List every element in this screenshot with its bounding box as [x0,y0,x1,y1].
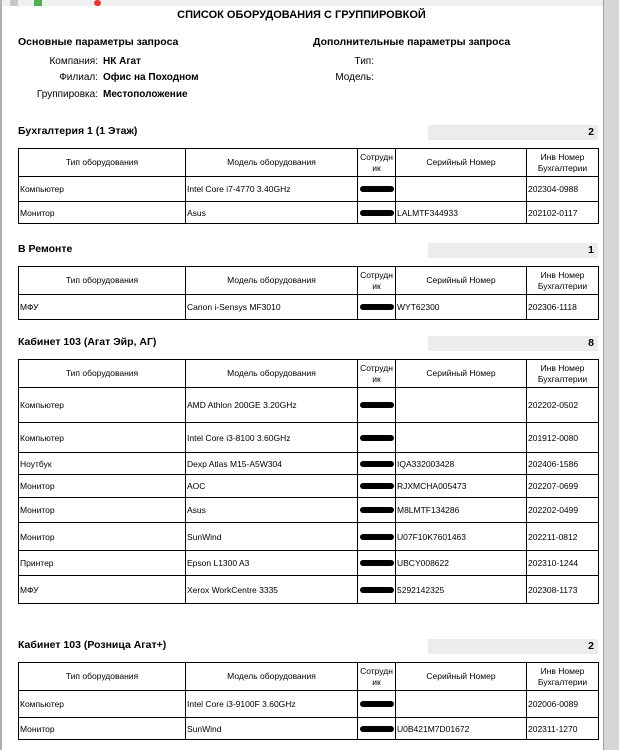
cell-type: Компьютер [19,691,186,718]
employee-cell-redacted [358,691,396,718]
redaction-mark [360,402,394,408]
cell-type: Принтер [19,551,186,576]
col-header-serial: Серийный Номер [396,663,527,691]
cell-model: Asus [186,498,358,523]
cell-serial [396,177,527,202]
col-header-serial: Серийный Номер [396,360,527,388]
employee-cell-redacted [358,177,396,202]
page-right-edge [603,0,604,750]
cell-inv: 202306-1118 [527,295,599,320]
col-header-type: Тип оборудования [19,360,186,388]
redaction-mark [360,435,394,441]
cell-type: Компьютер [19,423,186,453]
model-filter-label: Модель: [335,72,374,83]
col-header-model: Модель оборудования [186,267,358,295]
equipment-table [18,662,599,740]
redaction-mark [360,560,394,566]
cell-serial: LALMTF344933 [396,202,527,224]
cell-type: Монитор [19,498,186,523]
equipment-group [18,125,598,218]
cell-type: Ноутбук [19,453,186,475]
cell-type: Компьютер [19,388,186,423]
col-header-employee: Сотрудник [358,149,396,177]
scrollbar-track[interactable] [603,0,619,750]
redaction-mark [360,304,394,310]
table-row[interactable] [19,523,599,551]
branch-label: Филиал: [59,72,98,83]
extra-params-heading: Дополнительные параметры запроса [313,36,511,48]
employee-cell-redacted [358,475,396,498]
equipment-table [18,266,599,320]
cell-model: Intel Core i7-4770 3.40GHz [186,177,358,202]
employee-cell-redacted [358,202,396,224]
col-header-inv: Инв Номер Бухгалтерии [527,360,599,388]
cell-model: Intel Core i3-9100F 3.60GHz [186,691,358,718]
table-row[interactable] [19,691,599,718]
grouping-label: Группировка: [36,89,98,100]
cell-inv: 202202-0499 [527,498,599,523]
company-label: Компания: [49,56,98,67]
group-name: Кабинет 103 (Розница Агат+) [18,639,167,651]
table-row[interactable] [19,576,599,604]
cell-model: Canon i-Sensys MF3010 [186,295,358,320]
col-header-inv: Инв Номер Бухгалтерии [527,149,599,177]
cell-inv: 202207-0699 [527,475,599,498]
company-value: НК Агат [103,56,141,67]
group-header [18,125,598,139]
equipment-group [18,639,598,734]
cell-serial [396,691,527,718]
cell-model: AOC [186,475,358,498]
group-count: 2 [428,639,598,654]
table-row[interactable] [19,177,599,202]
col-header-inv: Инв Номер Бухгалтерии [527,663,599,691]
report-title: СПИСОК ОБОРУДОВАНИЯ С ГРУППИРОВКОЙ [177,9,426,21]
cell-inv: 202102-0117 [527,202,599,224]
col-header-serial: Серийный Номер [396,267,527,295]
col-header-model: Модель оборудования [186,149,358,177]
employee-cell-redacted [358,388,396,423]
col-header-inv: Инв Номер Бухгалтерии [527,267,599,295]
redaction-mark [360,461,394,467]
group-name: В Ремонте [18,243,73,255]
employee-cell-redacted [358,423,396,453]
equipment-table [18,359,599,604]
cell-type: Монитор [19,475,186,498]
cell-model: AMD Athlon 200GE 3.20GHz [186,388,358,423]
col-header-model: Модель оборудования [186,663,358,691]
redaction-mark [360,701,394,707]
cell-type: МФУ [19,576,186,604]
cell-model: Intel Core i3-8100 3.60GHz [186,423,358,453]
redaction-mark [360,507,394,513]
col-header-employee: Сотрудник [358,360,396,388]
cell-inv: 202006-0089 [527,691,599,718]
col-header-serial: Серийный Номер [396,149,527,177]
cell-serial: 5292142325 [396,576,527,604]
cell-inv: 202406-1586 [527,453,599,475]
cell-model: Epson L1300 A3 [186,551,358,576]
employee-cell-redacted [358,523,396,551]
redaction-mark [360,587,394,593]
employee-cell-redacted [358,718,396,740]
cell-inv: 202211-0812 [527,523,599,551]
group-name: Кабинет 103 (Агат Эйр, АГ) [18,336,157,348]
employee-cell-redacted [358,295,396,320]
cell-inv: 202304-0988 [527,177,599,202]
group-header [18,639,598,653]
window-top-strip [0,0,619,6]
table-row[interactable] [19,498,599,523]
cell-serial: U0B421M7D01672 [396,718,527,740]
grouping-value: Местоположение [103,89,188,100]
cell-model: Dexp Atlas M15-A5W304 [186,453,358,475]
group-header [18,336,598,350]
cell-model: SunWind [186,523,358,551]
cell-type: Компьютер [19,177,186,202]
close-icon[interactable] [94,0,101,6]
group-count: 8 [428,336,598,351]
cell-model: Xerox WorkCentre 3335 [186,576,358,604]
cell-inv: 202310-1244 [527,551,599,576]
table-row[interactable] [19,388,599,423]
group-count: 1 [428,243,598,258]
table-row[interactable] [19,453,599,475]
employee-cell-redacted [358,551,396,576]
cell-type: Монитор [19,523,186,551]
col-header-type: Тип оборудования [19,149,186,177]
group-name: Бухгалтерия 1 (1 Этаж) [18,125,138,137]
branch-value: Офис на Походном [103,72,199,83]
cell-inv: 202202-0502 [527,388,599,423]
group-header [18,243,598,257]
cell-model: SunWind [186,718,358,740]
cell-serial: U07F10K7601463 [396,523,527,551]
cell-serial: M8LMTF134286 [396,498,527,523]
cell-model: Asus [186,202,358,224]
table-row[interactable] [19,475,599,498]
toolbar-icon[interactable] [34,0,42,6]
type-filter-label: Тип: [354,56,374,67]
col-header-employee: Сотрудник [358,267,396,295]
cell-inv: 202311-1270 [527,718,599,740]
col-header-type: Тип оборудования [19,267,186,295]
table-row[interactable] [19,423,599,453]
cell-inv: 201912-0080 [527,423,599,453]
redaction-mark [360,186,394,192]
col-header-model: Модель оборудования [186,360,358,388]
col-header-employee: Сотрудник [358,663,396,691]
redaction-mark [360,726,394,732]
cell-serial [396,388,527,423]
table-row[interactable] [19,551,599,576]
cell-serial: WYT62300 [396,295,527,320]
main-params-heading: Основные параметры запроса [18,36,179,48]
cell-serial: UBCY008622 [396,551,527,576]
cell-serial [396,423,527,453]
equipment-group [18,336,598,595]
cell-type: Монитор [19,718,186,740]
redaction-mark [360,210,394,216]
toolbar-icon[interactable] [10,0,18,6]
group-count: 2 [428,125,598,140]
employee-cell-redacted [358,453,396,475]
equipment-group [18,243,598,312]
cell-serial: IQA332003428 [396,453,527,475]
cell-type: МФУ [19,295,186,320]
page-left-edge [0,0,2,750]
table-row[interactable] [19,202,599,224]
redaction-mark [360,534,394,540]
cell-type: Монитор [19,202,186,224]
col-header-type: Тип оборудования [19,663,186,691]
redaction-mark [360,483,394,489]
equipment-table [18,148,599,224]
table-row[interactable] [19,718,599,740]
cell-serial: RJXMCHA005473 [396,475,527,498]
table-row[interactable] [19,295,599,320]
employee-cell-redacted [358,576,396,604]
cell-inv: 202308-1173 [527,576,599,604]
employee-cell-redacted [358,498,396,523]
